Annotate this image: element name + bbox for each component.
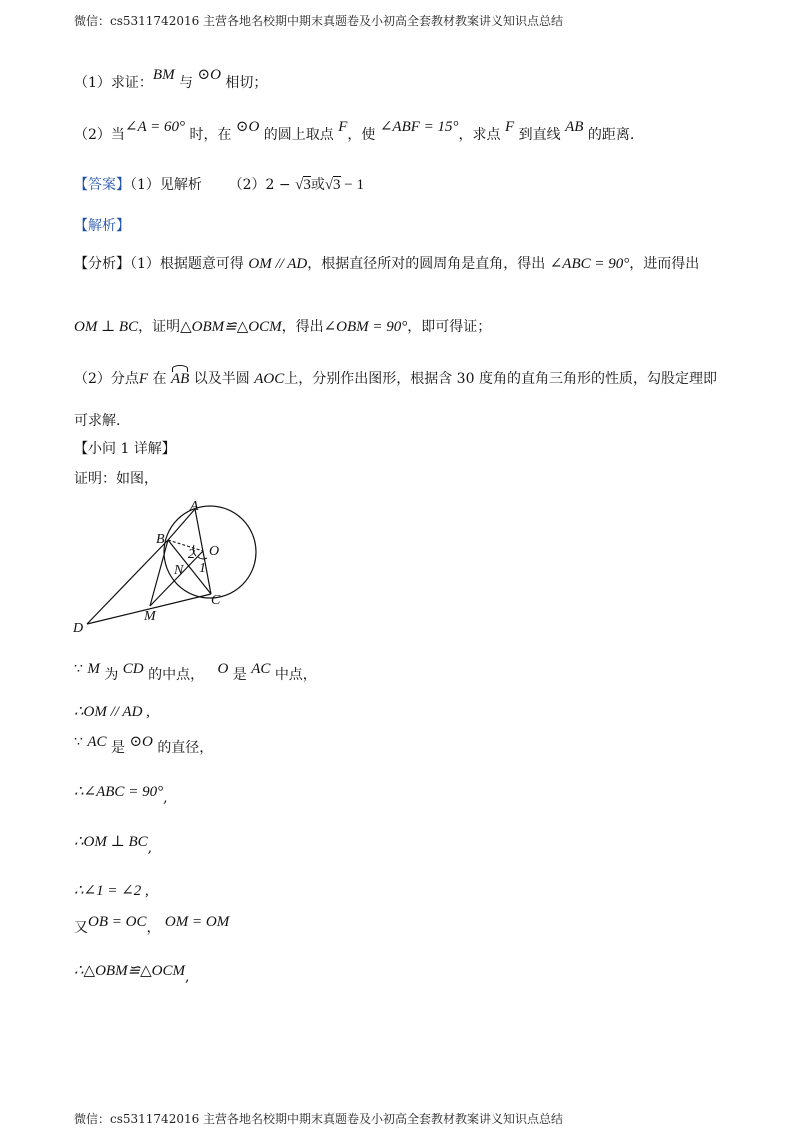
answer-tail: − 1: [340, 177, 365, 193]
proof-step-1: [74, 660, 317, 683]
fenxi-t1: ，根据直径所对的圆周角是直角，得出: [307, 256, 546, 272]
step1-o: O: [217, 661, 229, 677]
fenxi2-a: （2）分点: [74, 371, 139, 387]
proof-step-2: ∴OM // AD ,: [74, 704, 150, 720]
proof-step-6: ∴∠1 = ∠2 ,: [74, 883, 149, 899]
step7-you: 又: [74, 920, 88, 936]
fenxi2-aoc: AOC: [254, 371, 285, 387]
step1-wei: 为: [104, 667, 119, 683]
fenxi-congruent: △OBM≌△OCM: [180, 319, 282, 335]
question-1: [74, 67, 268, 92]
q2-circle: ⊙O: [235, 119, 260, 135]
segment-bo-dashed: [168, 540, 203, 551]
fenxi-t4: ，得出: [281, 319, 324, 335]
step4-comma: ,: [163, 790, 168, 806]
proof-step-3: [74, 733, 214, 756]
q2-qiu: ，求点: [458, 127, 501, 143]
step5-text: ∴OM ⊥ BC: [74, 834, 148, 850]
label-1: 1: [199, 561, 206, 576]
fenxi-tag: 【分析】（1）根据题意可得: [74, 256, 244, 272]
proof-step-4: [74, 783, 168, 806]
step8-comma: ,: [185, 969, 190, 985]
q2-ab: AB: [565, 119, 584, 135]
q2-mid: 的圆上取点: [263, 127, 334, 143]
page-header: 微信：cs5311742016 主营各地名校期中期末真题卷及小初高全套教材教案讲义知识点总结: [74, 14, 564, 28]
fenxi2-c: 以及半圆: [193, 371, 250, 387]
answer-part-2: （2）2 −: [228, 177, 296, 193]
step1-cd: CD: [122, 661, 144, 677]
q1-prefix: （1）求证：: [74, 75, 153, 91]
q1-yu: 与: [179, 75, 194, 91]
analysis-line-2: [74, 318, 491, 336]
answer-line: 【答案】（1）见解析 （2）2 − √3或√3 − 1: [74, 177, 365, 193]
step1-end: 中点，: [274, 667, 317, 683]
q2-prefix: （2）当: [74, 127, 125, 143]
angle-1-arc: [198, 557, 207, 559]
label-b: B: [156, 532, 165, 547]
fenxi2-b: 在: [152, 371, 167, 387]
answer-sqrt-3a: 3: [303, 177, 311, 193]
step1-m: M: [87, 661, 100, 677]
step1-because: ∵: [74, 661, 83, 677]
analysis-tag: 【解析】: [74, 218, 130, 234]
label-a: A: [190, 499, 199, 514]
proof-step-8: [74, 962, 190, 985]
fenxi-t5: ，即可得证；: [407, 319, 492, 335]
q2-angle: ∠A = 60°: [124, 119, 186, 135]
step1-ac: AC: [251, 661, 271, 677]
q2-f1: F: [338, 119, 348, 135]
label-m: M: [144, 609, 156, 624]
step3-ac: AC: [87, 734, 107, 750]
label-o: O: [209, 544, 220, 559]
proof-step-7: [74, 913, 230, 936]
answer-part-1: （1）见解析: [130, 177, 202, 193]
step1-mid: 的中点，: [148, 667, 205, 683]
step3-circle: ⊙O: [129, 734, 153, 750]
step3-end: 的直径，: [157, 740, 214, 756]
step5-comma: ,: [147, 840, 153, 856]
question-2: [74, 119, 635, 144]
fenxi2-arc-ab: AB: [171, 371, 190, 387]
proof-step-5: [74, 833, 153, 856]
step8-text: ∴△OBM≌△OCM: [74, 963, 186, 979]
fenxi-om-bc: OM ⊥ BC: [74, 319, 139, 335]
label-d: D: [73, 621, 84, 636]
step3-because: ∵: [74, 734, 83, 750]
sub-question-1-tag: 【小问 1 详解】: [74, 441, 176, 457]
q1-bm: BM: [152, 67, 175, 83]
q2-dao: 到直线: [518, 127, 561, 143]
page-footer: 微信：cs5311742016 主营各地名校期中期末真题卷及小初高全套教材教案讲义知识点总结: [74, 1112, 564, 1126]
label-c: C: [211, 593, 221, 608]
q2-f2: F: [505, 119, 515, 135]
fenxi-om-ad: OM // AD: [248, 256, 308, 272]
answer-sqrt-3b: 3: [333, 177, 341, 193]
analysis-line-1: [74, 255, 699, 273]
proof-intro: 证明：如图，: [74, 471, 158, 487]
step1-shi: 是: [232, 667, 247, 683]
step7-comma: ，: [146, 920, 161, 936]
fenxi-t2: ，进而得出: [629, 256, 700, 272]
step7-om-om: OM = OM: [164, 914, 230, 930]
q2-shi: 时，在: [189, 127, 232, 143]
fenxi-t3: ，证明: [138, 319, 181, 335]
q2-end: 的距离.: [587, 127, 635, 143]
step4-text: ∴∠ABC = 90°: [74, 784, 164, 800]
fenxi-abc-90: ∠ABC = 90°: [549, 256, 630, 272]
q2-abf: ∠ABF = 15°: [379, 119, 459, 135]
geometry-figure: [70, 496, 260, 636]
q1-circle: ⊙O: [197, 67, 221, 83]
answer-or: 或: [310, 177, 325, 193]
answer-tag: 【答案】: [74, 177, 130, 193]
fenxi2-f: F: [138, 371, 149, 387]
fenxi2-d: 上，分别作出图形，根据含 30 度角的直角三角形的性质，勾股定理即: [284, 371, 717, 387]
analysis-line-3: [74, 370, 717, 388]
step7-ob-oc: OB = OC: [88, 914, 147, 930]
analysis-line-4: 可求解.: [74, 413, 121, 429]
q2-shi2: ，使: [347, 127, 376, 143]
fenxi-obm-90: ∠OBM = 90°: [323, 319, 408, 335]
label-n: N: [174, 563, 184, 578]
segment-db: [87, 540, 168, 624]
q1-suffix: 相切；: [225, 75, 268, 91]
label-2: 2: [188, 547, 195, 562]
step3-shi: 是: [111, 740, 125, 756]
